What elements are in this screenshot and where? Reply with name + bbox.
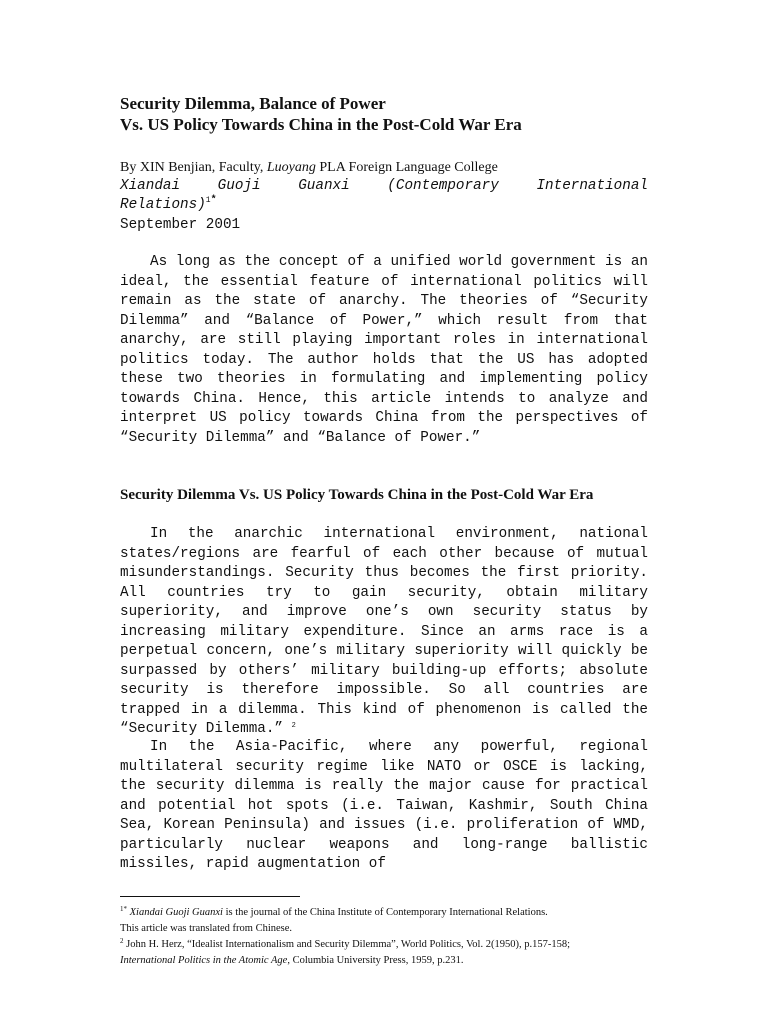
- body-paragraph-1-text: In the anarchic international environment, national states/regions are fearful of each other because of mutual misunderstandings. Security thus becomes the first priority. All countries try to gain security, obtain military superiority, and improve one’s own security status by increasing military expenditure. Since an arms race is a perpetual concern, one’s military superiority will quickly be surpassed by others’ military building-up efforts; absolute security is therefore impossible. So all countries are trapped in a dilemma. This kind of phenomenon is called the “Security Dilemma.”: [120, 526, 648, 737]
- journal-name-line-2: [120, 196, 648, 216]
- footnote-2-mark: 2: [120, 937, 124, 945]
- footnote-1-line-2: This article was translated from Chinese.: [120, 923, 293, 934]
- byline-city: Luoyang: [266, 160, 316, 175]
- author-byline: [120, 159, 498, 177]
- footnote-2-publisher: , Columbia University Press, 1959, p.231.: [287, 955, 464, 966]
- footnote-2: [120, 937, 660, 953]
- byline-suffix: PLA Foreign Language College: [315, 160, 498, 175]
- footnote-1-mark: 1*: [120, 905, 127, 913]
- footnotes: [120, 905, 660, 969]
- journal-footnote-ref: 1*: [205, 195, 217, 206]
- body-paragraph-2: In the Asia-Pacific, where any powerful, regional multilateral security regime like NATO or OSCE is lacking, the security dilemma is really the major cause for practical and potential hot spots (i.e. Taiwan, Kashmir, South China Sea, Korean Peninsula) and issues (i.e. proliferation of WMD, particularly nuclear weapons and long-range ballistic missiles, rapid augmentation of: [120, 739, 648, 872]
- publication-date: September 2001: [120, 217, 241, 233]
- journal-line-2-text: Relations): [120, 197, 206, 213]
- intro-paragraph: As long as the concept of a unified world government is an ideal, the essential feature of international politics will remain as the state of anarchy. The theories of “Security Dilemma” and “Balance of Power,” which result from that anarchy, are still playing important roles in international politics today. The author holds that the US has adopted these two theories in formulating and implementing policy towards China. Hence, this article intends to analyze and interpret US policy towards China from the perspectives of “Security Dilemma” and “Balance of Power.”: [120, 254, 648, 446]
- title-line-2: Vs. US Policy Towards China in the Post-Cold War Era: [120, 115, 522, 134]
- footnote-1-journal: Xiandai Guoji Guanxi: [129, 907, 223, 918]
- title-line-1: Security Dilemma, Balance of Power: [120, 94, 386, 113]
- section-heading: Security Dilemma Vs. US Policy Towards China in the Post-Cold War Era: [120, 487, 594, 503]
- footnote-ref-2: 2: [291, 722, 296, 730]
- footnote-divider: [120, 896, 300, 897]
- body-paragraph-1: [120, 525, 648, 740]
- footnote-2-line-2: [120, 953, 660, 969]
- journal-name-line-1: Xiandai Guoji Guanxi (Contemporary International: [120, 178, 648, 194]
- footnote-1: [120, 905, 660, 921]
- document-title: [120, 93, 680, 135]
- byline-prefix: By XIN Benjian, Faculty,: [120, 160, 267, 175]
- footnote-2-text: John H. Herz, “Idealist Internationalism and Security Dilemma”, World Politics, Vol. 2(1950), p.157-158;: [123, 939, 570, 950]
- footnote-2-book: International Politics in the Atomic Age: [120, 955, 288, 966]
- footnote-1-text: is the journal of the China Institute of Contemporary International Relations.: [222, 907, 548, 918]
